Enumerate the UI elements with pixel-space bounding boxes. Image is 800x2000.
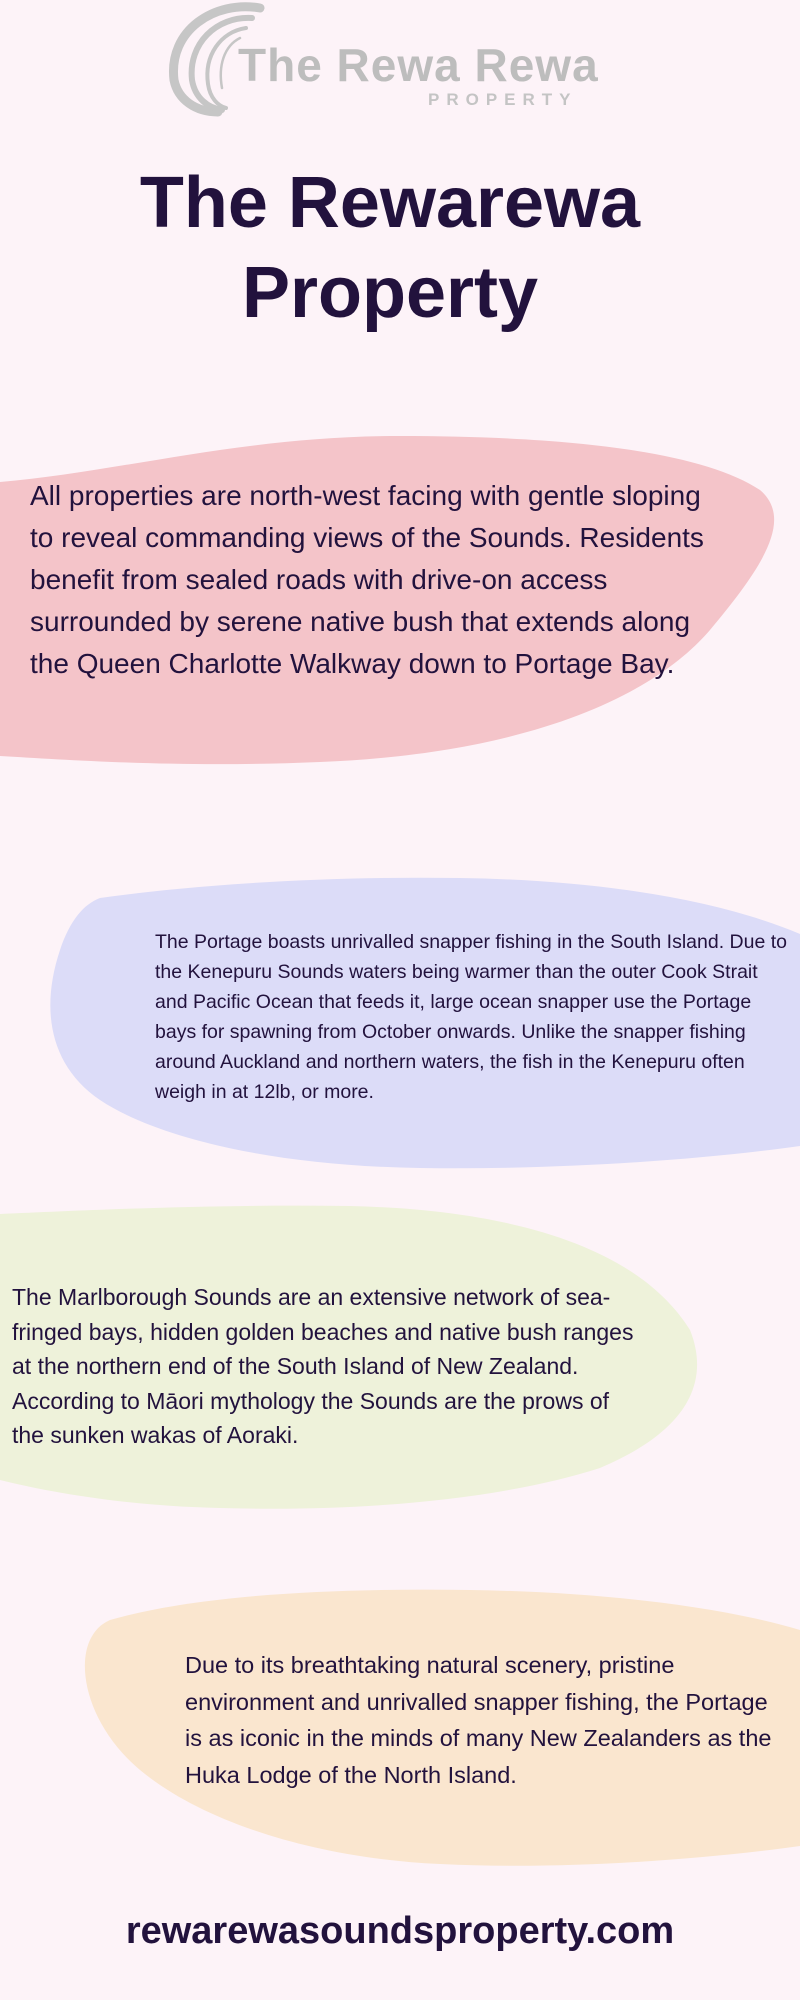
- section-text: The Marlborough Sounds are an extensive network of sea-fringed bays, hidden golden beaches and native bush ranges at the northern end of the South Island of New Zealand. According to Māori mythology the Sounds are the prows of the sunken wakas of Aoraki.: [12, 1284, 634, 1448]
- page-title: The Rewarewa Property: [139, 163, 641, 333]
- section-fishing: [0, 870, 800, 1170]
- section-text: Due to its breathtaking natural scenery, pristine environment and unrivalled snapper fishing, the Portage is as iconic in the minds of many New Zealanders as the Huka Lodge of the North Island.: [185, 1652, 772, 1788]
- section-views: [0, 430, 800, 770]
- section-iconic: [0, 1580, 800, 1870]
- logo-name: The Rewa Rewa: [238, 39, 599, 91]
- website-link[interactable]: rewarewasoundsproperty.com: [125, 1910, 675, 1952]
- section-marlborough: [0, 1200, 800, 1520]
- section-text: The Portage boasts unrivalled snapper fishing in the South Island. Due to the Kenepuru Sounds waters being warmer than the outer Cook Strait and Pacific Ocean that feeds it, large ocean snapper use the Portage bays for spawning from October onwards. Unlike the snapper fishing around Auckland and northern waters, the fish in the Kenepuru often weigh in at 12lb, or more.: [155, 931, 787, 1103]
- section-text: All properties are north-west facing with gentle sloping to reveal commanding views of the Sounds. Residents benefit from sealed roads with drive-on access surrounded by serene native bush that extends along the Queen Charlotte Walkway down to Portage Bay.: [30, 480, 704, 679]
- logo: [160, 0, 599, 120]
- logo-subtitle: PROPERTY: [428, 90, 578, 109]
